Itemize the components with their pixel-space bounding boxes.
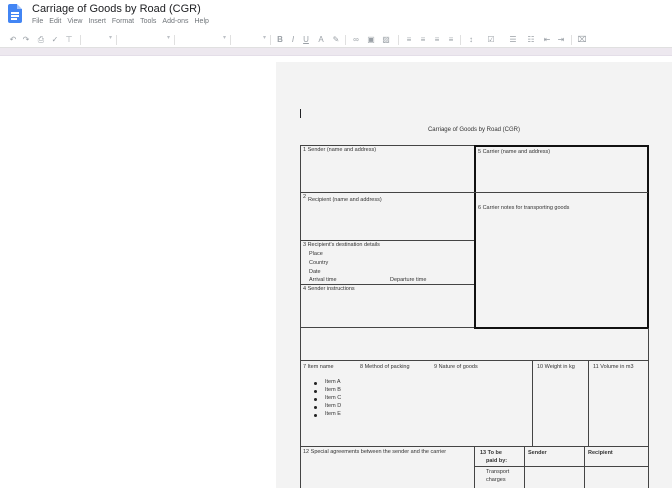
col-divider-sender <box>524 446 525 488</box>
undo-icon[interactable]: ↶ <box>9 35 17 44</box>
numbered-list-icon[interactable]: ☷ <box>527 35 535 44</box>
increase-indent-icon[interactable]: ⇥ <box>557 35 565 44</box>
box13-label-line1: 13 To be <box>480 450 502 456</box>
align-left-icon[interactable]: ≡ <box>406 35 412 44</box>
menu-view[interactable]: View <box>67 18 83 25</box>
clear-formatting-icon[interactable]: ⌧ <box>577 35 587 44</box>
menu-help[interactable]: Help <box>194 18 209 25</box>
paint-format-icon[interactable]: ⊤ <box>65 35 73 44</box>
style-select[interactable] <box>122 36 170 44</box>
row-divider-2 <box>300 240 474 241</box>
box3-place: Place <box>309 251 323 257</box>
sender-column-header: Sender <box>528 450 547 456</box>
canvas-margin <box>0 57 276 488</box>
ruler-strip <box>0 48 672 56</box>
row-divider-3 <box>300 284 474 285</box>
italic-icon[interactable]: I <box>291 35 295 44</box>
menu-addons[interactable]: Add-ons <box>162 18 189 25</box>
print-icon[interactable]: ⎙ <box>37 35 45 44</box>
carrier-box-left <box>474 145 476 328</box>
highlight-icon[interactable]: ✎ <box>332 35 340 44</box>
carrier-box-bottom <box>474 327 648 329</box>
box8-label: 8 Method of packing <box>360 364 410 370</box>
carrier-box-right <box>647 145 649 328</box>
bullet-icon <box>314 414 317 417</box>
bulleted-list-icon[interactable]: ☰ <box>509 35 517 44</box>
box3-date: Date <box>309 269 321 275</box>
box2-label: Recipient (name and address) <box>308 197 382 203</box>
zoom-select[interactable] <box>86 36 112 44</box>
table-border-left <box>300 145 301 488</box>
col-divider-weight <box>532 360 533 446</box>
recipient-column-header: Recipient <box>588 450 613 456</box>
bullet-icon <box>314 382 317 385</box>
box2-number: 2 <box>303 194 307 200</box>
box6-label: 6 Carrier notes for transporting goods <box>478 205 570 211</box>
align-center-icon[interactable]: ≡ <box>420 35 426 44</box>
pay-row-divider <box>474 466 648 467</box>
box13-label-line2: paid by: <box>486 458 508 464</box>
font-size-select[interactable] <box>236 36 266 44</box>
col-divider-volume <box>588 360 589 446</box>
box3-label: 3 Recipient's destination details <box>303 242 380 248</box>
box7-label: 7 Item name <box>303 364 334 370</box>
form-title: Carriage of Goods by Road (CGR) <box>427 127 521 133</box>
menu-insert[interactable]: Insert <box>88 18 106 25</box>
box12-label: 12 Special agreements between the sender and the carrier <box>303 449 447 455</box>
col-divider-pay <box>474 446 475 488</box>
list-item: Item A <box>325 379 341 385</box>
bullet-icon <box>314 406 317 409</box>
checklist-icon[interactable]: ☑ <box>487 35 495 44</box>
docs-logo-icon[interactable] <box>8 4 22 23</box>
bold-icon[interactable]: B <box>277 35 283 44</box>
text-color-icon[interactable]: A <box>318 35 324 44</box>
box3-departure: Departure time <box>390 277 427 283</box>
box4-label: 4 Sender instructions <box>303 286 355 292</box>
box5-label: 5 Carrier (name and address) <box>478 149 551 155</box>
box3-country: Country <box>309 260 329 266</box>
list-item: Item B <box>325 387 341 393</box>
list-item: Item C <box>325 395 342 401</box>
box3-arrival: Arrival time <box>309 277 337 283</box>
box1-label: 1 Sender (name and address) <box>303 147 377 153</box>
align-right-icon[interactable]: ≡ <box>434 35 440 44</box>
box10-label: 10 Weight in kg <box>537 364 575 370</box>
list-item: Item D <box>325 403 342 409</box>
menu-bar <box>32 18 209 25</box>
decrease-indent-icon[interactable]: ⇤ <box>543 35 551 44</box>
box11-label: 11 Volume in m3 <box>593 364 634 370</box>
image-icon[interactable]: ▨ <box>382 35 390 44</box>
menu-edit[interactable]: Edit <box>49 18 62 25</box>
toolbar <box>0 32 672 48</box>
row-divider-1 <box>300 192 474 193</box>
comment-icon[interactable]: ▣ <box>367 35 375 44</box>
document-title[interactable]: Carriage of Goods by Road (CGR) <box>32 3 201 15</box>
col-divider-recipient <box>584 446 585 488</box>
link-icon[interactable]: ∞ <box>353 35 359 44</box>
bullet-icon <box>314 390 317 393</box>
spellcheck-icon[interactable]: ✓ <box>51 35 59 44</box>
list-item: Item E <box>325 411 341 417</box>
box9-label: 9 Nature of goods <box>434 364 478 370</box>
row-divider-5 <box>300 360 648 361</box>
carrier-divider <box>474 192 648 193</box>
row-divider-4 <box>300 327 474 328</box>
menu-tools[interactable]: Tools <box>140 18 157 25</box>
header <box>0 0 672 32</box>
carrier-box-top <box>474 145 648 147</box>
transport-charges-line2: charges <box>486 477 506 483</box>
menu-format[interactable]: Format <box>111 18 135 25</box>
bullet-icon <box>314 398 317 401</box>
justify-icon[interactable]: ≡ <box>448 35 454 44</box>
text-cursor <box>300 109 301 118</box>
redo-icon[interactable]: ↷ <box>22 35 30 44</box>
menu-file[interactable]: File <box>32 18 44 25</box>
transport-charges-line1: Transport <box>486 469 510 475</box>
font-select[interactable] <box>180 36 226 44</box>
underline-icon[interactable]: U <box>303 35 309 44</box>
line-spacing-icon[interactable]: ↕ <box>469 35 473 44</box>
